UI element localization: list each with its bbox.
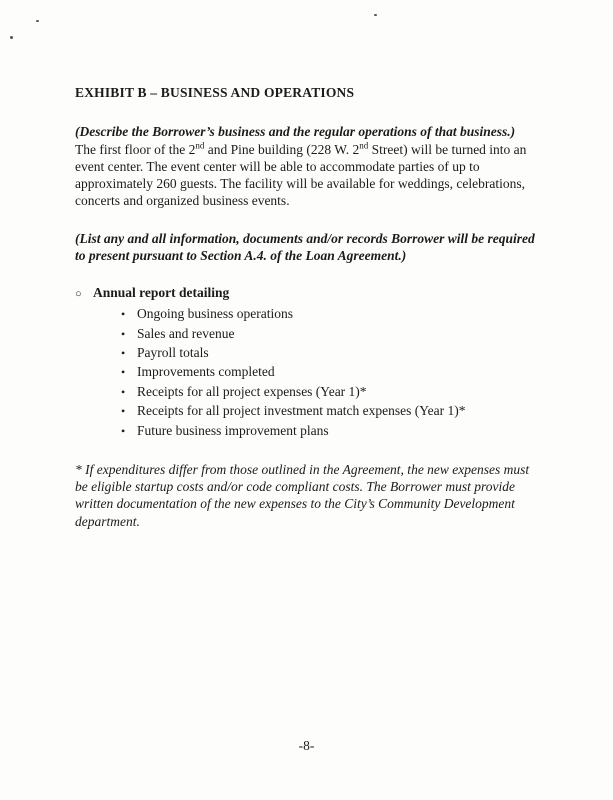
body-text: Street) will be turned into an event center. The event center will be able to accommodate parties of up to approximately 260 guests. The facility will be available for weddings, celebrations, concerts and organized business events.	[75, 141, 527, 209]
footnote: * If expenditures differ from those outlined in the Agreement, the new expenses must be eligible startup costs and/or code compliant costs. The Borrower must provide written documentation of the new expenses to the City’s Community Development department.	[75, 461, 530, 529]
list-item-label: Improvements completed	[137, 364, 275, 380]
scan-artifact	[36, 20, 39, 22]
list-item-label: Payroll totals	[137, 345, 209, 361]
dot-bullet-icon: •	[121, 326, 126, 341]
dot-bullet-icon: •	[121, 384, 126, 399]
list-item	[121, 422, 545, 439]
list-heading: Annual report detailing	[93, 285, 230, 301]
section1-body	[75, 141, 545, 210]
page-title: EXHIBIT B – BUSINESS AND OPERATIONS	[75, 85, 355, 100]
list-item	[121, 402, 545, 419]
sub-item-list	[75, 305, 545, 439]
scan-artifact	[10, 36, 13, 39]
list-item	[121, 305, 545, 322]
list-item-label: Receipts for all project investment match expenses (Year 1)*	[137, 403, 466, 419]
dot-bullet-icon: •	[121, 365, 126, 380]
list-item-label: Sales and revenue	[137, 325, 235, 341]
document-content	[75, 84, 545, 530]
hollow-bullet-icon: ○	[75, 288, 82, 301]
list-item-label: Ongoing business operations	[137, 306, 293, 322]
scan-artifact	[374, 14, 377, 16]
dot-bullet-icon: •	[121, 346, 126, 361]
dot-bullet-icon: •	[121, 423, 126, 438]
dot-bullet-icon: •	[121, 404, 126, 419]
list-heading-row	[75, 284, 545, 301]
section1-prompt: (Describe the Borrower’s business and the regular operations of that business.)	[75, 124, 516, 140]
list-item	[121, 325, 545, 342]
list-item	[121, 344, 545, 361]
dot-bullet-icon: •	[121, 307, 126, 322]
list-item-label: Future business improvement plans	[137, 422, 329, 438]
section2-prompt: (List any and all information, documents and/or records Borrower will be required to present pursuant to Section A.4. of the Loan Agreement.)	[75, 230, 535, 263]
list-item	[121, 383, 545, 400]
list-item-label: Receipts for all project expenses (Year 1)*	[137, 383, 367, 399]
list-item	[121, 363, 545, 380]
body-text: The first floor of the 2	[75, 141, 196, 157]
ordinal-superscript: nd	[359, 140, 369, 151]
body-text: and Pine building (228 W. 2	[204, 141, 360, 157]
report-list	[75, 284, 545, 439]
page-number: -8-	[298, 737, 315, 753]
ordinal-superscript: nd	[195, 140, 205, 151]
